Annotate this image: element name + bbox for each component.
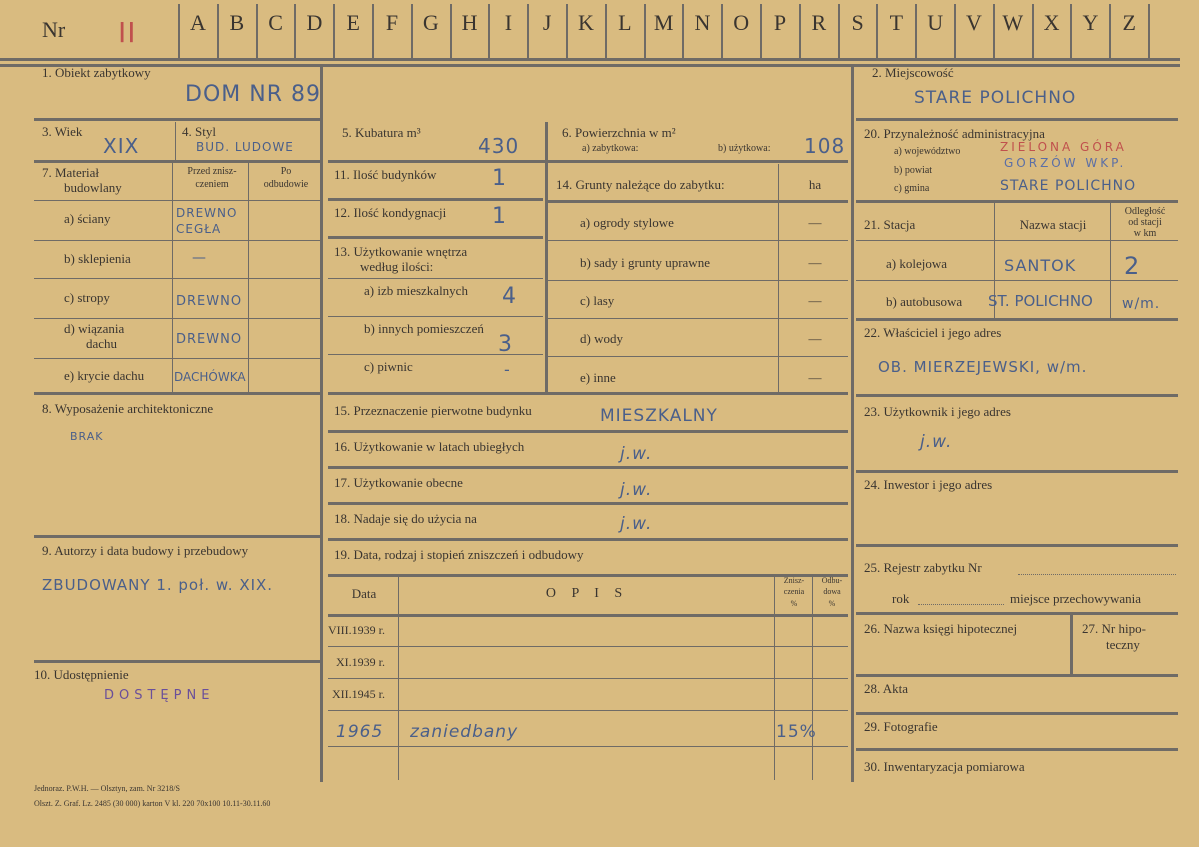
letter-b: B xyxy=(229,10,245,35)
f27-label: 27. Nr hipo- xyxy=(1082,621,1146,636)
f18-value: j.w. xyxy=(620,514,653,534)
letter-x: X xyxy=(1043,10,1060,35)
f21-col-name: Nazwa stacji xyxy=(1019,217,1087,232)
f14-row-value: — xyxy=(808,215,822,230)
f19-col-data: Data xyxy=(351,586,377,601)
f21-a-label: a) kolejowa xyxy=(886,256,948,271)
f14-row-label: b) sady i grunty uprawne xyxy=(580,255,710,270)
letter-t: T xyxy=(889,10,904,35)
f14-row-value: — xyxy=(808,370,822,385)
f7-row-value: DREWNO xyxy=(176,332,243,347)
letter-z: Z xyxy=(1122,10,1136,35)
f21-col-dist-3: w km xyxy=(1133,228,1157,239)
footer-line-1: Jednoraz. P.W.H. — Olsztyn, zam. Nr 3218/S xyxy=(34,784,180,793)
f14-row-value: — xyxy=(808,255,822,270)
f16-label: 16. Użytkowanie w latach ubiegłych xyxy=(334,439,525,454)
f15-label: 15. Przeznaczenie pierwotne budynku xyxy=(334,403,532,418)
letter-i: I xyxy=(504,10,513,35)
f18-label: 18. Nadaje się do użycia na xyxy=(334,511,477,526)
f6-value: 108 xyxy=(804,134,846,158)
f22-value: OB. MIERZEJEWSKI, w/m. xyxy=(878,358,1088,376)
f7-row-value: DREWNO xyxy=(176,294,243,309)
f22-label: 22. Właściciel i jego adres xyxy=(864,325,1002,340)
f20-label: 20. Przynależność administracyjna xyxy=(864,126,1045,141)
f20-a-label: a) województwo xyxy=(894,146,961,157)
f13-c-label: c) piwnic xyxy=(364,359,413,374)
f21-b-dist: w/m. xyxy=(1122,296,1161,312)
letter-m: M xyxy=(653,10,674,35)
f13-a-label: a) izb mieszkalnych xyxy=(364,283,468,298)
f5-value: 430 xyxy=(478,134,520,158)
f7-row-value: DREWNO xyxy=(176,206,238,220)
f24-label: 24. Inwestor i jego adres xyxy=(864,477,993,492)
f7-col-przed: Przed znisz- xyxy=(187,166,237,177)
f20-b-value: GORZÓW WKP. xyxy=(1004,156,1127,170)
f11-label: 11. Ilość budynków xyxy=(334,167,437,182)
letter-r: R xyxy=(811,10,827,35)
f14-row-label: c) lasy xyxy=(580,293,615,308)
f7-col-po-2: odbudowie xyxy=(263,179,309,190)
f15-value: MIESZKALNY xyxy=(600,406,718,426)
f7-col-po: Po xyxy=(280,166,292,177)
f4-value: BUD. LUDOWE xyxy=(196,140,294,154)
f3-value: XIX xyxy=(103,134,140,158)
letter-w: W xyxy=(1002,10,1024,35)
f21-a-name: SANTOK xyxy=(1004,256,1077,275)
f13-c-value: - xyxy=(504,360,511,379)
f21-a-dist: 2 xyxy=(1124,252,1141,280)
f20-c-label: c) gmina xyxy=(894,183,930,194)
f7-row-label: d) wiązania xyxy=(64,321,125,336)
f19-col-opis: O P I S xyxy=(545,586,629,601)
f7-row-label: a) ściany xyxy=(64,211,111,226)
f10-label: 10. Udostępnienie xyxy=(34,667,129,682)
f20-c-value: STARE POLICHNO xyxy=(1000,178,1137,194)
f13-label-2: według ilości: xyxy=(360,259,434,274)
f14-row-value: — xyxy=(808,293,822,308)
f10-value: DOSTĘPNE xyxy=(104,688,215,703)
f26-label: 26. Nazwa księgi hipotecznej xyxy=(864,621,1018,636)
nr-label: Nr xyxy=(42,17,66,42)
f7-row-label: e) krycie dachu xyxy=(64,368,145,383)
letter-k: K xyxy=(578,10,594,35)
f19-row-date: XII.1945 r. xyxy=(332,687,385,701)
f8-label: 8. Wyposażenie architektoniczne xyxy=(42,401,214,416)
f21-b-name: ST. POLICHNO xyxy=(988,292,1093,310)
f23-label: 23. Użytkownik i jego adres xyxy=(864,404,1011,419)
f14-row-label: a) ogrody stylowe xyxy=(580,215,674,230)
letter-j: J xyxy=(542,10,552,35)
f13-a-value: 4 xyxy=(502,284,517,309)
f14-row-label: d) wody xyxy=(580,331,623,346)
f7-row-value: DACHÓWKA xyxy=(174,370,246,384)
f9-value: ZBUDOWANY 1. poł. w. XIX. xyxy=(42,576,274,594)
f14-unit: ha xyxy=(808,177,822,192)
letter-e: E xyxy=(346,10,360,35)
f7-row-value-2: CEGŁA xyxy=(176,222,222,236)
f21-col-dist: Odległość xyxy=(1124,206,1166,217)
f13-b-value: 3 xyxy=(498,332,513,357)
f7-row-label: c) stropy xyxy=(64,290,110,305)
f19-col-znis-2: czenia xyxy=(783,587,805,596)
f19-row-date-hw: 1965 xyxy=(336,722,384,742)
f19-label: 19. Data, rodzaj i stopień zniszczeń i odbudowy xyxy=(334,547,584,562)
letter-g: G xyxy=(422,10,439,35)
f21-b-label: b) autobusowa xyxy=(886,294,963,309)
f28-label: 28. Akta xyxy=(864,681,909,696)
letter-v: V xyxy=(966,10,982,35)
f19-col-odb-2: dowa xyxy=(823,587,841,596)
f19-col-znis-3: % xyxy=(790,599,798,608)
f7-row-label-2: dachu xyxy=(86,336,118,351)
f19-col-odb-3: % xyxy=(828,599,836,608)
f16-value: j.w. xyxy=(620,444,653,464)
f3-label: 3. Wiek xyxy=(42,124,83,139)
letter-u: U xyxy=(927,10,944,35)
letter-h: H xyxy=(461,10,478,35)
f14-row-value: — xyxy=(808,331,822,346)
f6-sub-a: a) zabytkowa: xyxy=(582,143,639,154)
f6-sub-b: b) użytkowa: xyxy=(718,143,771,154)
f9-label: 9. Autorzy i data budowy i przebudowy xyxy=(42,543,249,558)
letter-l: L xyxy=(618,10,632,35)
letter-s: S xyxy=(851,10,864,35)
f1-label: 1. Obiekt zabytkowy xyxy=(42,65,151,80)
footer-line-2: Olszt. Z. Graf. Lz. 2485 (30 000) karton V kl. 220 70x100 10.11-30.11.60 xyxy=(34,799,271,808)
f5-label: 5. Kubatura m³ xyxy=(342,125,421,140)
f7-row-value: — xyxy=(192,250,207,266)
f14-label: 14. Grunty należące do zabytku: xyxy=(556,177,725,192)
f27-label-2: teczny xyxy=(1106,637,1140,652)
f7-row-label: b) sklepienia xyxy=(64,251,131,266)
f7-col-przed-2: czeniem xyxy=(195,179,229,190)
f13-b-label: b) innych pomieszczeń xyxy=(364,321,484,336)
f7-label-2: budowlany xyxy=(64,180,122,195)
f17-label: 17. Użytkowanie obecne xyxy=(334,475,463,490)
f8-value: BRAK xyxy=(70,430,104,443)
letter-y: Y xyxy=(1082,10,1099,35)
f14-row-label: e) inne xyxy=(580,370,616,385)
f23-value: j.w. xyxy=(920,432,953,452)
f19-row-znis: 15% xyxy=(776,722,817,742)
f25-rok: rok xyxy=(892,591,910,606)
f13-label: 13. Użytkowanie wnętrza xyxy=(334,244,468,259)
letter-d: D xyxy=(306,10,323,35)
f25-label: 25. Rejestr zabytku Nr xyxy=(864,560,982,575)
f20-a-value: ZIELONA GÓRA xyxy=(1000,140,1127,154)
letter-a: A xyxy=(190,10,206,35)
f21-label: 21. Stacja xyxy=(864,217,916,232)
letter-p: P xyxy=(773,10,787,35)
f1-value: DOM NR 89 xyxy=(185,82,321,107)
f12-value: 1 xyxy=(492,204,507,229)
f19-row-date: VIII.1939 r. xyxy=(328,623,385,637)
f19-row-date: XI.1939 r. xyxy=(336,655,385,669)
letter-n: N xyxy=(694,10,711,35)
f25-miejsce: miejsce przechowywania xyxy=(1010,591,1142,606)
f19-col-znis: Znisz- xyxy=(783,576,805,585)
nr-value: II xyxy=(118,16,137,49)
f4-label: 4. Styl xyxy=(182,124,216,139)
f6-label: 6. Powierzchnia w m² xyxy=(562,125,676,140)
letter-c: C xyxy=(268,10,283,35)
f29-label: 29. Fotografie xyxy=(864,719,938,734)
f2-value: STARE POLICHNO xyxy=(914,88,1077,108)
f11-value: 1 xyxy=(492,166,507,191)
f7-label: 7. Materiał xyxy=(42,165,100,180)
f2-label: 2. Miejscowość xyxy=(872,65,954,80)
f12-label: 12. Ilość kondygnacji xyxy=(334,205,447,220)
f19-col-odb: Odbu- xyxy=(821,576,843,585)
f20-b-label: b) powiat xyxy=(894,165,933,176)
f17-value: j.w. xyxy=(620,480,653,500)
f19-row-opis: zaniedbany xyxy=(410,722,519,742)
letter-o: O xyxy=(733,10,750,35)
f21-col-dist-2: od stacji xyxy=(1128,217,1162,228)
f30-label: 30. Inwentaryzacja pomiarowa xyxy=(864,759,1025,774)
letter-f: F xyxy=(385,10,399,35)
